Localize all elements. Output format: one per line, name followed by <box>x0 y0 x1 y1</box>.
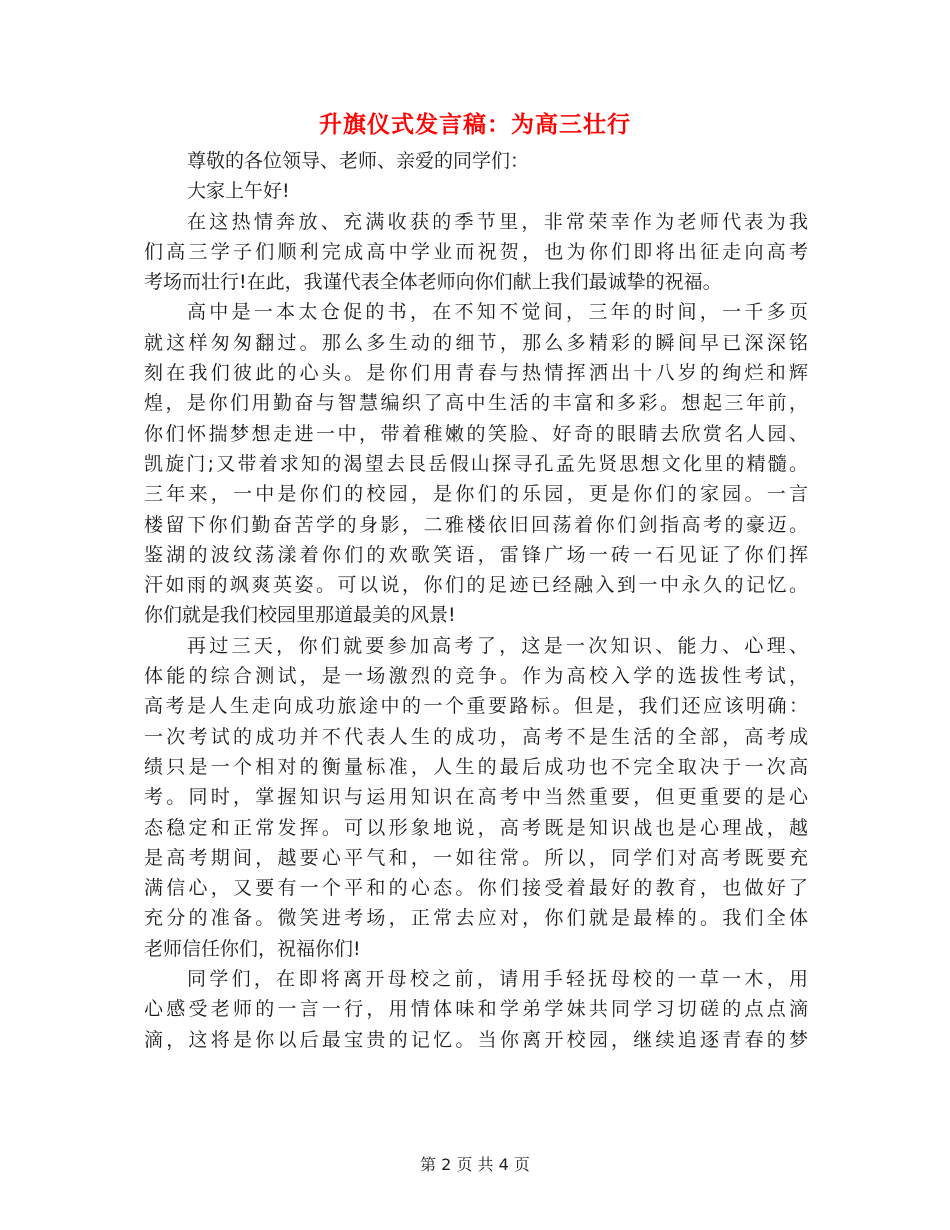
paragraph-line: 凯旋门;又带着求知的渴望去艮岳假山探寻孔孟先贤思想文化里的精髓。 <box>144 452 808 475</box>
paragraph-line: 充分的准备。微笑进考场，正常去应对，你们就是最棒的。我们全体 <box>144 907 808 930</box>
paragraph-line: 再过三天，你们就要参加高考了，这是一次知识、能力、心理、 <box>187 634 808 657</box>
paragraph-line: 你们就是我们校园里那道最美的风景! <box>144 604 456 627</box>
paragraph-line: 滴，这将是你以后最宝贵的记忆。当你离开校园，继续追逐青春的梦 <box>144 1028 808 1051</box>
paragraph-line: 绩只是一个相对的衡量标准，人生的最后成功也不完全取决于一次高 <box>144 755 808 778</box>
paragraph-line: 你们怀揣梦想走进一中，带着稚嫩的笑脸、好奇的眼睛去欣赏名人园、 <box>144 422 808 445</box>
paragraph-line: 刻在我们彼此的心头。是你们用青春与热情挥洒出十八岁的绚烂和辉 <box>144 362 808 385</box>
paragraph-line: 态稳定和正常发挥。可以形象地说，高考既是知识战也是心理战，越 <box>144 816 808 839</box>
salutation-line: 尊敬的各位领导、老师、亲爱的同学们： <box>187 150 530 172</box>
page-footer: 第 2 页 共 4 页 <box>420 1155 530 1174</box>
paragraph-line: 煌，是你们用勤奋与智慧编织了高中生活的丰富和多彩。想起三年前， <box>144 392 808 415</box>
paragraph-line: 在这热情奔放、充满收获的季节里，非常荣幸作为老师代表为我 <box>187 210 808 233</box>
paragraph-line: 同学们，在即将离开母校之前，请用手轻抚母校的一草一木，用 <box>187 968 808 991</box>
paragraph-line: 满信心，又要有一个平和的心态。你们接受着最好的教育，也做好了 <box>144 877 808 900</box>
paragraph-line: 鉴湖的波纹荡漾着你们的欢歌笑语，雷锋广场一砖一石见证了你们挥 <box>144 543 808 566</box>
paragraph-line: 心感受老师的一言一行，用情体味和学弟学妹共同学习切磋的点点滴 <box>144 998 808 1021</box>
paragraph-line: 考。同时，掌握知识与运用知识在高考中当然重要，但更重要的是心 <box>144 786 808 809</box>
paragraph-line: 们高三学子们顺利完成高中学业而祝贺，也为你们即将出征走向高考 <box>144 240 808 263</box>
paragraph-line: 考场而壮行!在此，我谨代表全体老师向你们献上我们最诚挚的祝福。 <box>144 271 722 294</box>
paragraph-line: 高中是一本太仓促的书，在不知不觉间，三年的时间，一千多页 <box>187 301 808 324</box>
paragraph-line: 老师信任你们，祝福你们! <box>144 937 361 960</box>
paragraph-line: 三年来，一中是你们的校园，是你们的乐园，更是你们的家园。一言 <box>144 483 808 506</box>
paragraph-line: 汗如雨的飒爽英姿。可以说，你们的足迹已经融入到一中永久的记忆。 <box>144 574 808 597</box>
document-title: 升旗仪式发言稿：为高三壮行 <box>319 112 631 138</box>
paragraph-line: 楼留下你们勤奋苦学的身影，二雅楼依旧回荡着你们剑指高考的豪迈。 <box>144 513 808 536</box>
paragraph-line: 一次考试的成功并不代表人生的成功，高考不是生活的全部，高考成 <box>144 725 808 748</box>
paragraph-line: 就这样匆匆翻过。那么多生动的细节，那么多精彩的瞬间早已深深铭 <box>144 331 808 354</box>
paragraph-line: 高考是人生走向成功旅途中的一个重要路标。但是，我们还应该明确： <box>144 695 808 718</box>
greeting-line: 大家上午好! <box>187 180 290 203</box>
paragraph-line: 是高考期间，越要心平气和，一如往常。所以，同学们对高考既要充 <box>144 846 808 869</box>
paragraph-line: 体能的综合测试，是一场激烈的竞争。作为高校入学的选拔性考试， <box>144 665 808 688</box>
document-body <box>144 146 808 1055</box>
